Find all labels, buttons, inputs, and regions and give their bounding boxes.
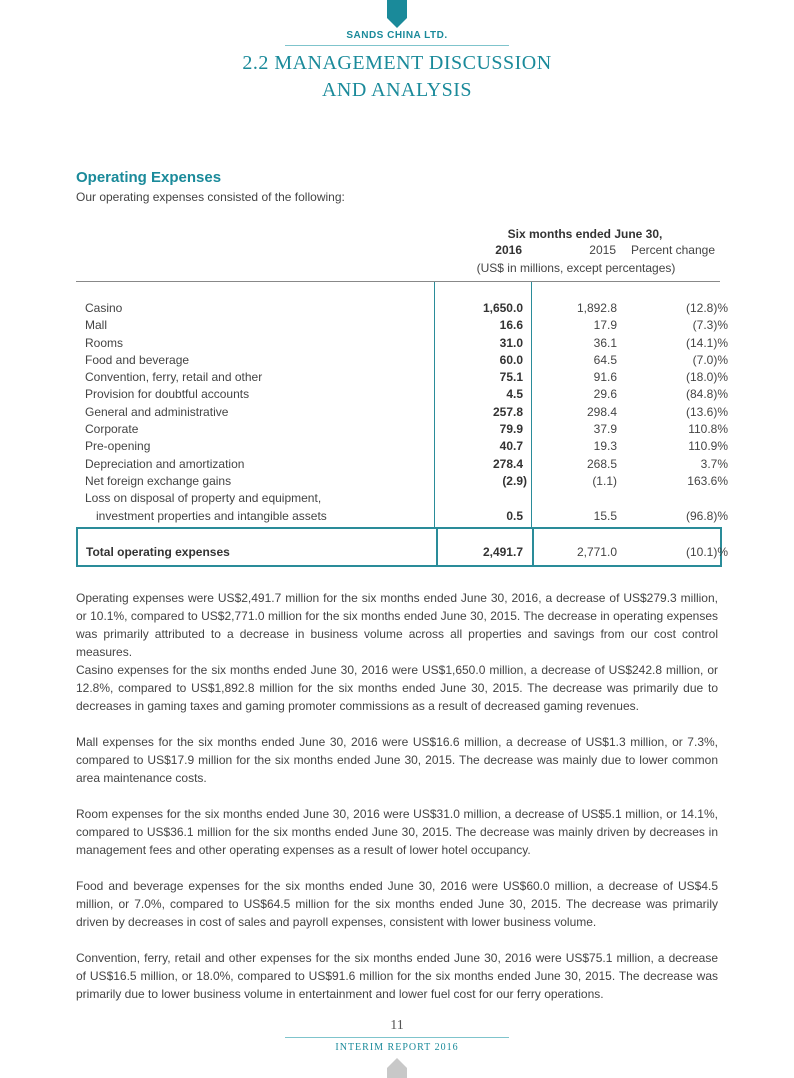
row-label: Loss on disposal of property and equipment, <box>85 491 322 506</box>
row-value-2015: 37.9 <box>593 422 617 437</box>
row-percent-change: (84.8)% <box>685 387 728 402</box>
row-percent-change: 110.9% <box>688 439 728 454</box>
paragraph-casino: Casino expenses for the six months ended June 30, 2016 were US$1,650.0 million, a decrease of US$242.8 million, or 12.8%, compared to US$1,892.8 million for the six months ended June 30, 2015. The decrease was primarily due to decreases in gaming taxes and gaming promoter commissions as a result of decreased gaming revenues. <box>76 663 718 713</box>
section-heading: Operating Expenses <box>76 169 222 186</box>
total-value-2016: 2,491.7 <box>482 545 523 559</box>
table-row <box>0 317 794 334</box>
row-percent-change: (96.8)% <box>685 508 728 523</box>
page-title-line1: 2.2 MANAGEMENT DISCUSSION <box>242 52 552 74</box>
row-value-2016: 60.0 <box>499 352 523 367</box>
footer-divider <box>285 1037 509 1038</box>
header-divider <box>285 45 509 46</box>
footer-marker-icon <box>387 1058 407 1078</box>
total-box-divider-right <box>532 529 534 565</box>
page-number: 11 <box>390 1018 404 1033</box>
total-value-2015: 2,771.0 <box>576 545 617 559</box>
row-percent-change: 163.6% <box>687 473 728 488</box>
total-percent-change: (10.1)% <box>685 545 728 559</box>
row-value-2015: 1,892.8 <box>576 301 617 315</box>
row-label: Convention, ferry, retail and other <box>85 370 263 385</box>
row-value-2015: 64.5 <box>593 352 617 367</box>
row-percent-change: 110.8% <box>688 422 728 437</box>
paragraph-rooms: Room expenses for the six months ended June 30, 2016 were US$31.0 million, a decrease of US$5.1 million, or 14.1%, compared to US$36.1 million for the six months ended June 30, 2015. The decrease was mainly driven by decreases in management fees and other operating expenses as a result of lower hotel occupancy. <box>76 807 718 857</box>
row-label: Casino <box>85 301 123 315</box>
table-row <box>0 421 794 438</box>
table-body <box>0 300 794 525</box>
row-value-2015: 91.6 <box>593 370 617 385</box>
row-value-2016: 75.1 <box>499 370 523 385</box>
row-label: investment properties and intangible assets <box>96 508 327 523</box>
row-value-2016: 16.6 <box>499 318 523 333</box>
table-row <box>0 404 794 421</box>
row-percent-change: (13.6)% <box>685 404 728 419</box>
row-value-2015: 298.4 <box>586 404 617 419</box>
row-label: Depreciation and amortization <box>85 456 245 471</box>
table-row <box>0 473 794 490</box>
column-header-2015: 2015 <box>589 243 616 257</box>
row-value-2016: 278.4 <box>492 456 523 471</box>
table-row <box>0 335 794 352</box>
row-value-2016: 79.9 <box>499 422 523 437</box>
row-percent-change: (18.0)% <box>685 370 728 385</box>
row-value-2015: 17.9 <box>593 318 617 333</box>
row-value-2016: 1,650.0 <box>482 301 523 315</box>
row-label: Provision for doubtful accounts <box>85 387 250 402</box>
row-percent-change: (7.3)% <box>692 318 728 333</box>
report-name: INTERIM REPORT 2016 <box>335 1042 459 1053</box>
table-row <box>0 352 794 369</box>
table-header-rule <box>76 281 720 282</box>
row-value-2015: 268.5 <box>586 456 617 471</box>
row-value-2015: (1.1) <box>592 473 617 488</box>
table-row <box>0 438 794 455</box>
table-row <box>0 369 794 386</box>
column-header-2016: 2016 <box>495 243 522 257</box>
paragraph-operating-expenses: Operating expenses were US$2,491.7 million for the six months ended June 30, 2016, a decrease of US$279.3 million, or 10.1%, compared to US$2,771.0 million for the six months ended June 30, 2015. The decrease in operating expenses was primarily attributed to a decrease in business volume across all properties and savings from our cost control measures. <box>76 591 718 659</box>
row-percent-change: (12.8)% <box>685 301 728 315</box>
paragraph-convention-ferry: Convention, ferry, retail and other expenses for the six months ended June 30, 2016 were US$75.1 million, a decrease of US$16.5 million, or 18.0%, compared to US$91.6 million for the six months ended June 30, 2015. The decrease was primarily due to lower business volume in entertainment and lower fuel cost for our ferry operations. <box>76 951 718 1001</box>
page-title <box>0 50 794 104</box>
row-value-2016: (2.9) <box>502 473 527 488</box>
row-value-2016: 40.7 <box>499 439 523 454</box>
row-label: Net foreign exchange gains <box>85 473 232 488</box>
row-label: Food and beverage <box>85 352 190 367</box>
row-percent-change: (7.0)% <box>692 352 728 367</box>
table-period-header: Six months ended June 30, <box>507 227 663 241</box>
table-row <box>0 386 794 403</box>
row-percent-change: 3.7% <box>700 456 728 471</box>
row-value-2016: 4.5 <box>506 387 523 402</box>
column-header-percent-change: Percent change <box>630 243 715 257</box>
section-intro: Our operating expenses consisted of the following: <box>76 190 345 204</box>
page-title-line2: AND ANALYSIS <box>321 79 473 101</box>
paragraph-mall: Mall expenses for the six months ended June 30, 2016 were US$16.6 million, a decrease of US$1.3 million, or 7.3%, compared to US$17.9 million for the six months ended June 30, 2015. The decrease was mainly due to lower common area maintenance costs. <box>76 735 718 785</box>
row-value-2016: 31.0 <box>499 335 523 350</box>
row-value-2016: 0.5 <box>506 508 523 523</box>
row-label: Corporate <box>85 422 139 437</box>
company-name: SANDS CHINA LTD. <box>346 30 448 41</box>
row-value-2015: 29.6 <box>593 387 617 402</box>
row-percent-change: (14.1)% <box>685 335 728 350</box>
row-value-2015: 19.3 <box>593 439 617 454</box>
row-label: General and administrative <box>85 404 229 419</box>
row-label: Pre-opening <box>85 439 151 454</box>
paragraph-food-beverage: Food and beverage expenses for the six months ended June 30, 2016 were US$60.0 million, a decrease of US$4.5 million, or 7.0%, compared to US$64.5 million for the six months ended June 30, 2015. The decrease was primarily driven by decreases in cost of sales and payroll expenses, consistent with lower business volume. <box>76 879 718 929</box>
table-row <box>0 456 794 473</box>
table-row <box>0 300 794 317</box>
row-value-2016: 257.8 <box>492 404 523 419</box>
total-box-divider-left <box>436 529 438 565</box>
row-value-2015: 36.1 <box>593 335 617 350</box>
row-value-2015: 15.5 <box>593 508 617 523</box>
total-label: Total operating expenses <box>86 545 230 559</box>
table-row <box>0 508 794 525</box>
header-marker-icon <box>387 0 407 28</box>
table-units-note: (US$ in millions, except percentages) <box>476 261 676 275</box>
row-label: Mall <box>85 318 108 333</box>
table-row <box>0 490 794 507</box>
row-label: Rooms <box>85 335 124 350</box>
